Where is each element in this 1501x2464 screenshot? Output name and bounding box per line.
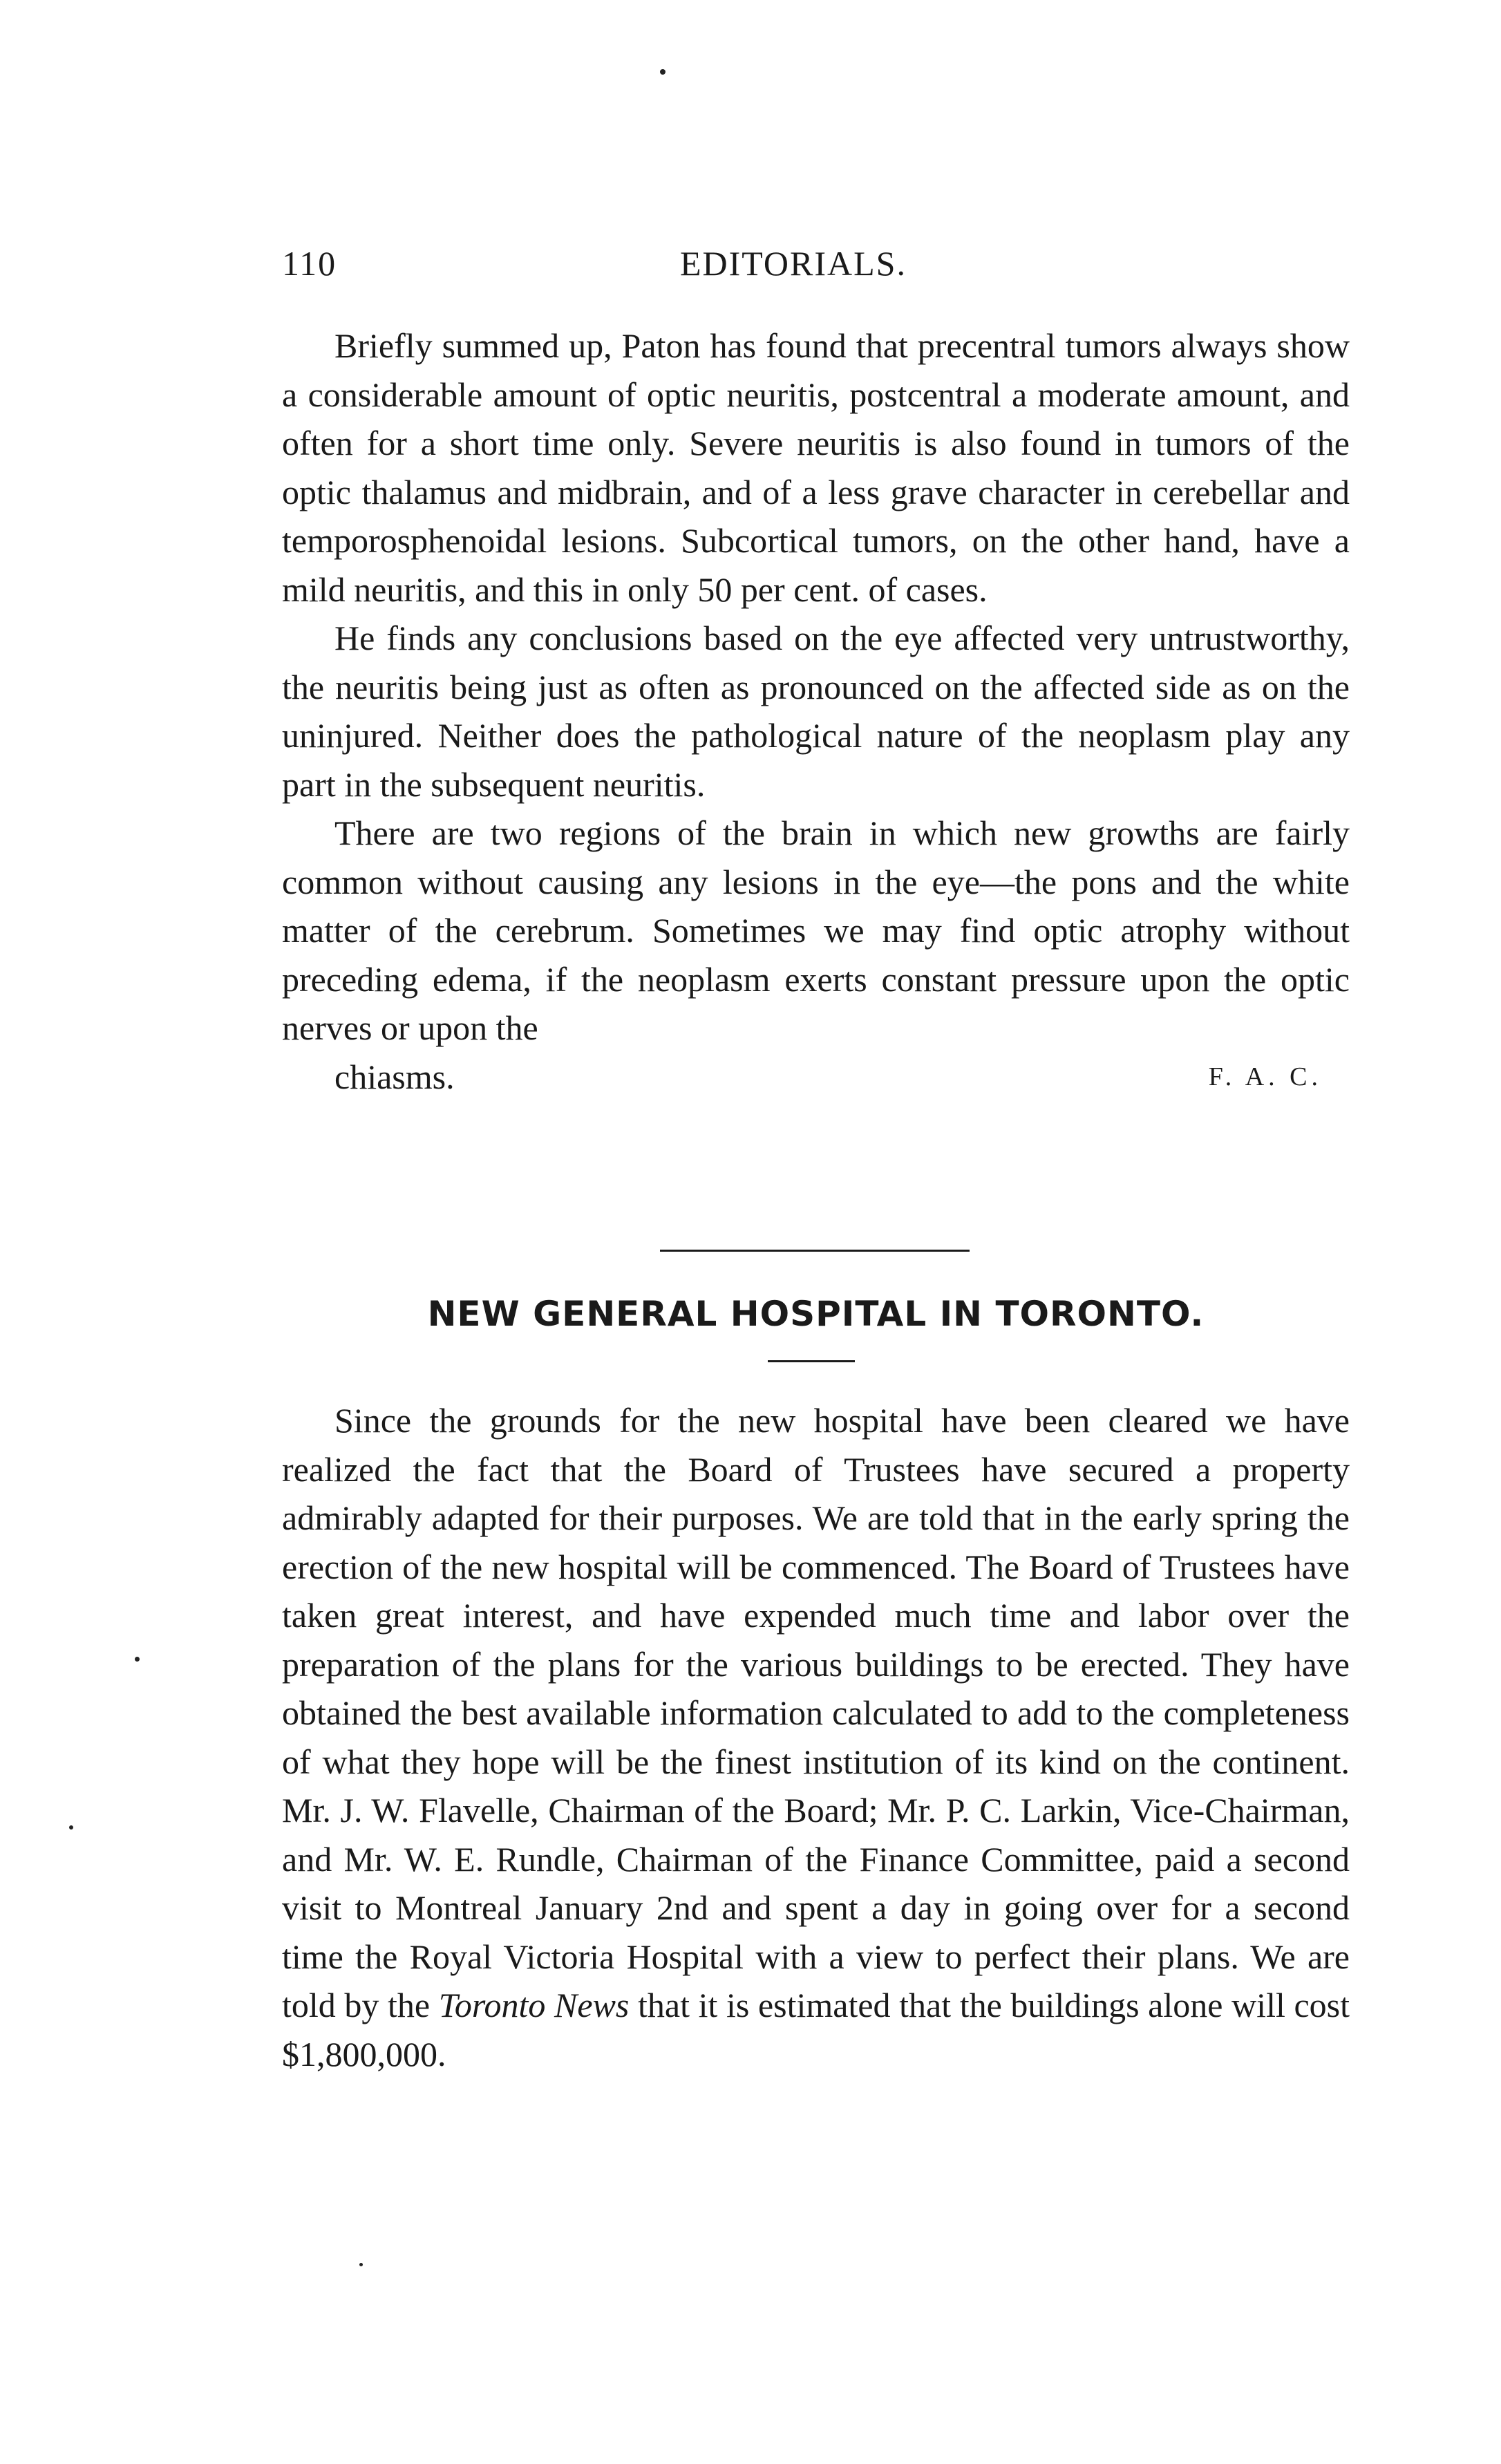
paragraph xyxy=(282,1396,1350,2078)
running-head: EDITORIALS. xyxy=(679,244,907,283)
scan-speck xyxy=(359,2263,363,2266)
scan-speck xyxy=(69,1825,73,1830)
paragraph-text: that it is estimated that the buildings alone will cost $1,800,000. xyxy=(282,1986,1350,2073)
scan-speck xyxy=(135,1657,140,1662)
paragraph-text: Since the grounds for the new hospital have been cleared we have realized the fact that the Board of Trustees have secured a property admirably adapted for their purposes. We are told that in the early spring the erection of the new hospital will be commenced. The Board of Trustees have taken great interest, and have expended much time and labor over the preparation of the plans for the various buildings to be erected. They have obtained the best available information calculated to add to the completeness of what they hope will be the finest institution of its kind on the continent. Mr. J. W. Flavelle, Chairman of the Board; Mr. P. C. Larkin, Vice-Chairman, and Mr. W. E. Rundle, Chairman of the Finance Committee, paid a second visit to Montreal January 2nd and spent a day in going over for a second time the Royal Victoria Hospital with a view to perfect their plans. We are told by the xyxy=(282,1401,1350,2024)
closing-line xyxy=(282,1053,1350,1102)
page-header xyxy=(282,243,1360,299)
scan-speck xyxy=(660,69,665,75)
section-heading: NEW GENERAL HOSPITAL IN TORONTO. xyxy=(427,1294,1205,1334)
heading-underline xyxy=(768,1360,855,1362)
author-signature: F. A. C. xyxy=(1208,1062,1322,1091)
page-number: 110 xyxy=(282,244,337,283)
editorial-optic-neuritis xyxy=(282,321,1350,1101)
newspaper-title: Toronto News xyxy=(438,1986,630,2024)
editorial-new-hospital xyxy=(282,1396,1350,2078)
paragraph: Briefly summed up, Paton has found that precentral tumors always show a considerable amount of optic neuritis, postcentral a moderate amount, and often for a short time only. Severe neuritis is also found in tumors of the optic thalamus and midbrain, and of a less grave character in cerebellar and temporosphenoidal lesions. Subcortical tumors, on the other hand, have a mild neuritis, and this in only 50 per cent. of cases. xyxy=(282,326,1350,609)
section-divider xyxy=(660,1250,970,1252)
closing-text: chiasms. xyxy=(334,1057,455,1096)
paragraph: There are two regions of the brain in which new growths are fairly common without causing any lesions in the eye—the pons and the white matter of the cerebrum. Sometimes we may find optic atrophy without preceding edema, if the neoplasm exerts constant pressure upon the optic nerves or upon the xyxy=(282,814,1350,1047)
paragraph: He finds any conclusions based on the eye affected very untrustworthy, the neuritis being just as often as pronounced on the affected side as on the uninjured. Neither does the pathological nature of the neoplasm play any part in the subsequent neuritis. xyxy=(282,619,1350,804)
